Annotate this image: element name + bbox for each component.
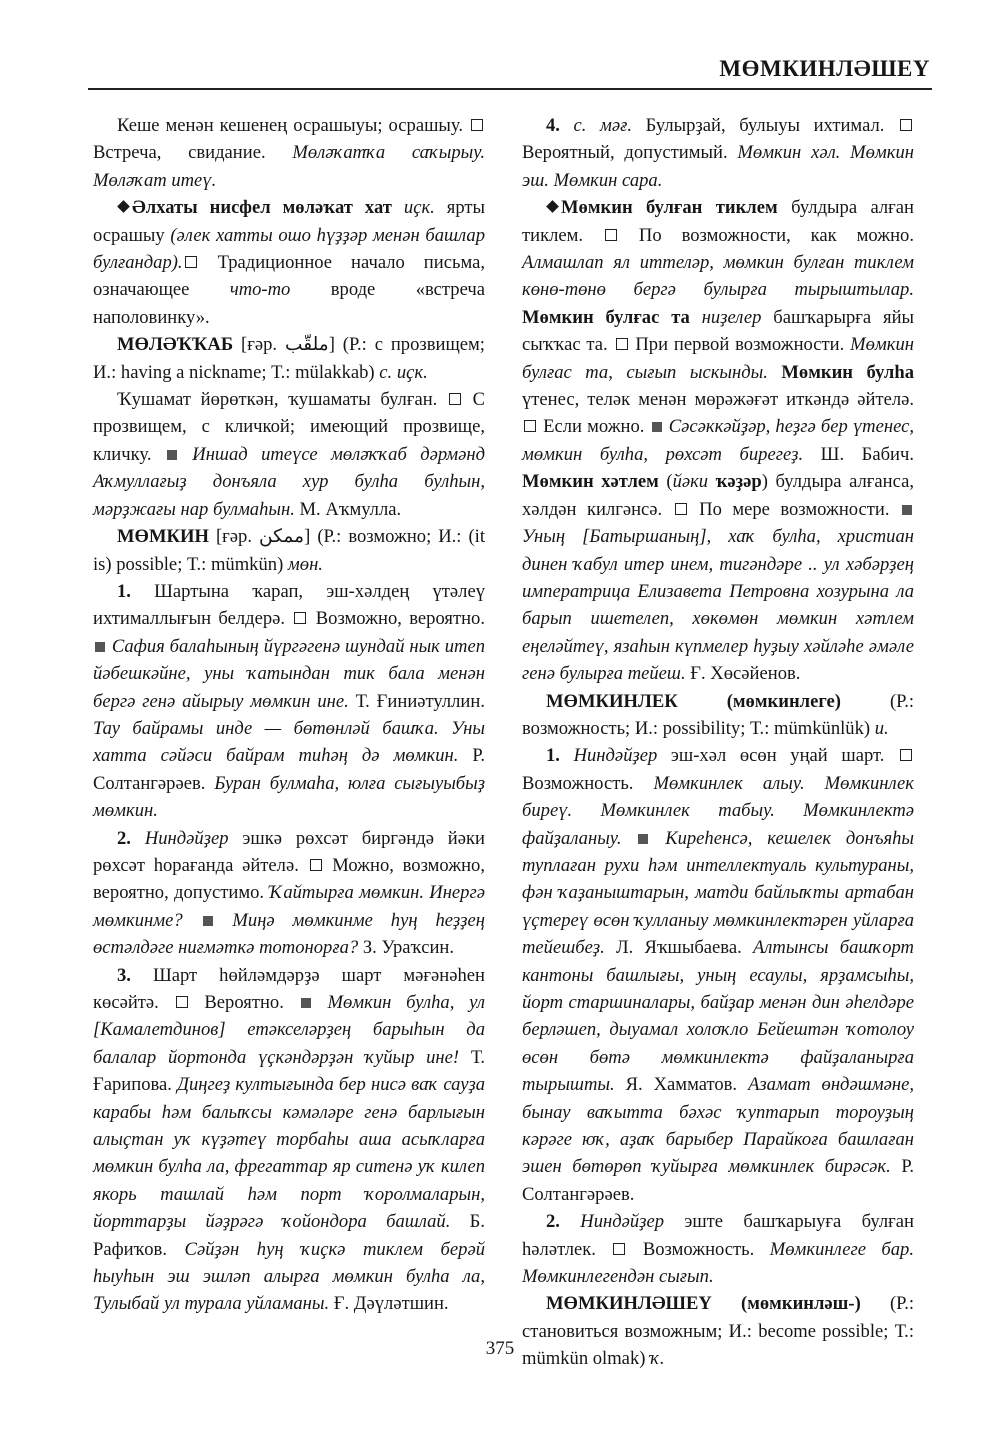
translation-marker-icon xyxy=(675,503,687,515)
headword: МӨМКИНЛӘШЕҮ xyxy=(546,1293,712,1315)
grammar-label: мөн. xyxy=(287,553,323,575)
example-text: Киреһенсә, кешелек донъяһы туплаған рухи һәм интеллектуаль культураны, фән ҡаҙаныштарын, матди байлыҡты артабан үҫтереү өсөн ҡулланыу мөмкинлектәрен уйларға тейешбеҙ. xyxy=(522,827,915,959)
citation-marker-icon xyxy=(638,834,648,844)
example-text: Мөмкин булғас та, сығып ыскынды. xyxy=(522,334,914,383)
example-text: Сәйҙән һуң ҡиҫкә тиклем берәй һыуһын эш эшләп алырға мөмкин булһа ла, Тулыбай ул турала уйламаны. xyxy=(93,1238,486,1315)
translation-marker-icon xyxy=(616,338,628,350)
example-text: Мөмкин булһа, ул [Камалетдинов] етәкселәрҙең барыһын да балалар йортонда үҫкәндәрҙән ҡуйыр ине! xyxy=(93,992,485,1068)
translation-marker-icon xyxy=(185,256,197,268)
sense-number: 4. xyxy=(546,115,560,136)
headword: МӨМКИН xyxy=(117,526,209,548)
sense-paragraph: 2. Ниндәйҙер эшкә рөхсәт биргәндә йәки рөхсәт һорағанда әйтелә. Можно, возможно, вероятно, допустимо. Ҡайтырға мөмкин. Инергә мөмкинме? Миңә мөмкинме һуң һеҙҙең өстәлдәге ниғмәткә тотонорға? З. Ураҡсин. xyxy=(93,827,485,959)
arabic-etymon: ممكن xyxy=(259,526,305,548)
translation-marker-icon xyxy=(471,119,483,131)
sense-paragraph: 4. с. мәғ. Булырҙай, булыуы ихтимал. Вероятный, допустимый. Мөмкин хәл. Мөмкин эш. Мөмкин сара. xyxy=(522,115,914,191)
headword: МӨЛӘҠҠАБ xyxy=(117,334,234,356)
phrase-lemma: Мөмкин хәтлем xyxy=(522,471,659,493)
author-name: Ғ. Хөсәйенов. xyxy=(685,663,801,685)
sense-paragraph: 1. Шартына ҡарап, эш-хәлдең үтәлеү ихтималлығын белдерә. Возможно, вероятно. Сафия балаһының йүргәгенә шундай нык итеп йәбешкәйне, уны ҡатындан тик бала менән бергә генә айырыу мөмкин ине. Т. Ғиниәтуллин. Тау байрамы инде — бөтөнләй башҡа. Уны хатта сәйәси байрам тиһәң дә мөмкин. Р. Солтангәрәев. Буран булмаһа, юлға сығыуыбыҙ мөмкин. xyxy=(93,580,485,822)
phrase-diamond-icon xyxy=(546,200,559,213)
author-name: Р. Солтангәрәев. xyxy=(93,745,485,794)
citation-marker-icon xyxy=(301,998,311,1008)
citation-marker-icon xyxy=(902,505,912,515)
sense-number: 1. xyxy=(117,580,131,602)
author-name: Ш. Бабич. xyxy=(803,443,915,465)
example-text: Мөләҡатҡа саҡырыу. Мөләҡат итеү. xyxy=(93,142,485,191)
phrase-lemma: Мөмкин булһа xyxy=(781,361,914,383)
entry-paragraph: Кеше менән кешенең осрашыуы; осрашыу. Встреча, свидание. Мөләҡатҡа саҡырыу. Мөләҡат итеү. xyxy=(93,115,485,191)
example-text: Сафия балаһының йүргәгенә шундай нык итеп йәбешкәйне, уны ҡатындан тик бала менән бергә генә айырыу мөмкин ине. xyxy=(93,635,485,712)
example-text: Мөмкинлек алыу. Мөмкинлек биреү. Мөмкинлек табыу. Мөмкинлектә файҙаланыу. xyxy=(522,772,915,849)
left-column xyxy=(93,112,485,1318)
example-text: Алтынсы башҡорт кантоны башлығы, уның есаулы, ярҙамсыһы, йорт старшиналары, байҙар менән дин әһелдәре берләшеп, дыуамал холоҡло Бейештән ҡотолоу өсөн бөтә мөмкинлектә файҙаланырға тырышты. xyxy=(522,937,914,1096)
entry-paragraph: Әлхаты нисфел мөләҡат хат иҫк. ярты осрашыу (әлек хатты ошо һүҙҙәр менән башлар булғандар). Традиционное начало письма, означающее что-то вроде «встреча наполовинку». xyxy=(93,197,485,328)
entry-headword: МӨМКИНЛЕК (мөмкинлеге) (Р.: возможность; И.: possibility; Т.: mümkünlük) и. xyxy=(522,690,915,739)
translation-marker-icon xyxy=(605,229,617,241)
citation-marker-icon xyxy=(167,450,177,460)
translation-marker-icon xyxy=(613,1243,625,1255)
header-rule xyxy=(88,88,932,90)
running-head: МӨМКИНЛӘШЕҮ xyxy=(719,56,930,81)
author-name: З. Ураҡсин. xyxy=(358,937,455,959)
example-text: Мөмкин хәл. Мөмкин эш. Мөмкин сара. xyxy=(522,142,914,191)
translation-marker-icon xyxy=(900,749,912,761)
author-name: Б. Рафиҡов. xyxy=(93,1211,485,1260)
example-text: Миңә мөмкинме һуң һеҙҙең өстәлдәге ниғмәткә тотонорға? xyxy=(93,909,485,959)
author-name: Р. Солтангәрәев. xyxy=(522,1156,914,1205)
entry-paragraph: Ҡушамат йөрөткән, ҡушаматы булған. С прозвищем, с кличкой; имеющий прозвище, кличку. Иншад итеүсе мөләҡҡаб дәрмәнд Аҡмуллағыҙ донъяла хур булһа булһын, мәрҙжағы нар булмаһын. М. Аҡмулла. xyxy=(93,389,485,520)
example-text: Азамат өндәшмәне, бынау ваҡытта бәхәс ҡуптарып тороуҙың кәрәге юҡ, аҙаҡ барыбер Парайкоға башлаған эшен бөтөрөп ҡуйырға мөмкинлек бирәсәк. xyxy=(522,1074,914,1178)
example-text: Диңгеҙ култығында бер нисә ваҡ сауҙа карабы һәм балыҡсы кәмәләре генә барлығын алыҫтан уҡ күҙәтеү торбаһы аша асыҡларға мөмкин булһа ла, фрегаттар яр ситенә уҡ килеп якорь ташлай һәм порт ҡоролмаларын, йорттарҙы йәҙрәгә ҡойондора башлай. xyxy=(93,1074,485,1233)
translation-marker-icon xyxy=(294,612,306,624)
page-number: 375 xyxy=(485,1338,515,1359)
entry-headword: МӨМКИН [ғәр. ممكن] (Р.: возможно; И.: (it is) possible; Т.: mümkün) мөн. xyxy=(93,526,485,575)
translation-marker-icon xyxy=(310,859,322,871)
grammar-label: с. мәғ. xyxy=(559,115,633,136)
phrase-diamond-icon xyxy=(117,200,130,213)
sense-paragraph: 3. Шарт һөйләмдәрҙә шарт мәғәнәһен көсәйтә. Вероятно. Мөмкин булһа, ул [Камалетдинов] етәкселәрҙең барыһын да балалар йортонда үҫкәндәрҙән ҡуйыр ине! Т. Ғарипова. Диңгеҙ култығында бер нисә ваҡ сауҙа карабы һәм балыҡсы кәмәләре генә барлығын алыҫтан уҡ күҙәтеү торбаһы аша асыҡларға мөмкин булһа ла, фрегаттар яр ситенә уҡ килеп якорь ташлай һәм порт ҡоролмаларын, йорттарҙы йәҙрәгә ҡойондора башлай. Б. Рафиҡов. Сәйҙән һуң ҡиҫкә тиклем берәй һыуһын эш эшләп алырға мөмкин булһа ла, Тулыбай ул турала уйламаны. Ғ. Дәүләтшин. xyxy=(93,964,486,1315)
citation-marker-icon xyxy=(95,642,105,652)
example-text: Ҡайтырға мөмкин. Инергә мөмкинме? xyxy=(93,882,485,931)
example-text: Уның [Батыршаның], хаҡ булһа, христиан динен ҡабул итер инем, тигәндәре .. ул хәбәрҙең императрица Елизавета Петровна хозурына ла барып ишетелеп, хөкөмөн мөмкин хәтлем еңеләйтеү, язаһын күпмелер һуҙыу хәйләһе әмәле генә булырға тейеш. xyxy=(522,526,914,685)
phrase-lemma: Мөмкин булған тиклем xyxy=(561,197,778,219)
sense-number: 1. xyxy=(546,745,560,767)
author-name: Т. Ғиниәтуллин. xyxy=(348,690,485,712)
right-column xyxy=(522,112,914,1373)
sense-number: 2. xyxy=(546,1211,560,1233)
citation-marker-icon xyxy=(652,422,662,432)
sense-paragraph: 1. Ниндәйҙер эш-хәл өсөн уңай шарт. Возможность. Мөмкинлек алыу. Мөмкинлек биреү. Мөмкинлек табыу. Мөмкинлектә файҙаланыу. Киреһенсә, кешелек донъяһы туплаған рухи һәм интеллектуаль культураны, фән ҡаҙаныштарын, матди байлыҡты артабан үҫтереү өсөн ҡулланыу мөмкинлектәрен уйларға тейешбеҙ. Л. Яҡшыбаева. Алтынсы башҡорт кантоны башлығы, уның есаулы, ярҙамсыһы, йорт старшиналары, байҙар менән дин әһелдәре берләшеп, дыуамал холоҡло Бейештән ҡотолоу өсөн бөтә мөмкинлектә файҙаланырға тырышты. Я. Хамматов. Азамат өндәшмәне, бынау ваҡытта бәхәс ҡуптарып тороуҙың кәрәге юҡ, аҙаҡ барыбер Парайкоға башлаған эшен бөтөрөп ҡуйырға мөмкинлек бирәсәк. Р. Солтангәрәев. xyxy=(522,745,915,1205)
author-name: М. Аҡмулла. xyxy=(294,498,402,520)
sense-number: 3. xyxy=(117,964,131,986)
example-text: Алмашлап ял иттеләр, мөмкин булған тиклем көнө-төнө бергә булырға тырыштылар. xyxy=(522,252,914,301)
author-name: Т. Ғарипова. xyxy=(93,1046,485,1096)
grammar-label: и. xyxy=(874,717,889,739)
sense-number: 2. xyxy=(117,827,131,849)
example-text: Сәсәккәйҙәр, һеҙгә бер үтенес, мөмкин булһа, рөхсәт бирегеҙ. xyxy=(522,416,914,465)
entry-headword: МӨЛӘҠҠАБ [ғәр. ملقّب] (Р.: с прозвищем; И.: having a nickname; Т.: mülakkab) с. иҫк. xyxy=(93,334,485,383)
arabic-etymon: ملقّب xyxy=(284,334,329,356)
translation-marker-icon xyxy=(524,420,536,432)
example-text: Буран булмаһа, юлға сығыуыбыҙ мөмкин. xyxy=(93,772,485,822)
author-name: Я. Хамматов. xyxy=(614,1074,749,1096)
example-text: (әлек хатты ошо һүҙҙәр менән башлар булғандар). xyxy=(93,224,485,274)
translation-marker-icon xyxy=(900,119,912,131)
grammar-label: ҡ. xyxy=(650,1348,665,1370)
phrase-lemma: Әлхаты нисфел мөләҡат хат xyxy=(132,197,392,219)
translation-marker-icon xyxy=(449,393,461,405)
example-text: Иншад итеүсе мөләҡҡаб дәрмәнд Аҡмуллағыҙ донъяла хур булһа булһын, мәрҙжағы нар булмаһын. xyxy=(93,443,485,520)
author-name: Ғ. Дәүләтшин. xyxy=(329,1293,449,1315)
phrase-lemma: Мөмкин булғас та xyxy=(522,306,690,328)
author-name: Л. Яҡшыбаева. xyxy=(604,937,753,959)
grammar-label: с. иҫк. xyxy=(379,361,428,383)
example-text: Тау байрамы инде — бөтөнләй башҡа. Уны хатта сәйәси байрам тиһәң дә мөмкин. xyxy=(93,717,485,767)
headword: МӨМКИНЛЕК xyxy=(546,690,678,712)
phrase-paragraph: Мөмкин булған тиклем булдыра алған тиклем. По возможности, как можно. Алмашлап ял иттеләр, мөмкин булған тиклем көнө-төнө бергә булырға тырыштылар. Мөмкин булғас та ниҙелер башҡарырға яйы сыҡҡас та. При первой возможности. Мөмкин булғас та, сығып ыскынды. Мөмкин булһа үтенес, теләк менән мөрәжәғәт иткәндә әйтелә. Если можно. Сәсәккәйҙәр, һеҙгә бер үтенес, мөмкин булһа, рөхсәт бирегеҙ. Ш. Бабич. Мөмкин хәтлем (йәки ҡәҙәр) булдыра алғанса, хәлдән килгәнсә. По мере возможности. Уның [Батыршаның], хаҡ булһа, христиан динен ҡабул итер инем, тигәндәре .. ул хәбәрҙең императрица Елизавета Петровна хозурына ла барып ишетелеп, хөкөмөн мөмкин хәтлем еңеләйтеү, язаһын күпмелер һуҙыу хәйләһе әмәле генә булырға тейеш. Ғ. Хөсәйенов. xyxy=(522,197,915,685)
example-text: Мөмкинлеге бар. Мөмкинлегендән сығып. xyxy=(522,1238,914,1288)
translation-marker-icon xyxy=(176,996,188,1008)
sense-paragraph: 2. Ниндәйҙер эште башҡарыуға булған һәләтлек. Возможность. Мөмкинлеге бар. Мөмкинлегендән сығып. xyxy=(522,1211,914,1288)
citation-marker-icon xyxy=(203,916,213,926)
entry-headword: МӨМКИНЛӘШЕҮ (мөмкинләш-) (Р.: становиться возможным; И.: become possible; Т.: mümkün olmak) ҡ. xyxy=(522,1293,915,1370)
